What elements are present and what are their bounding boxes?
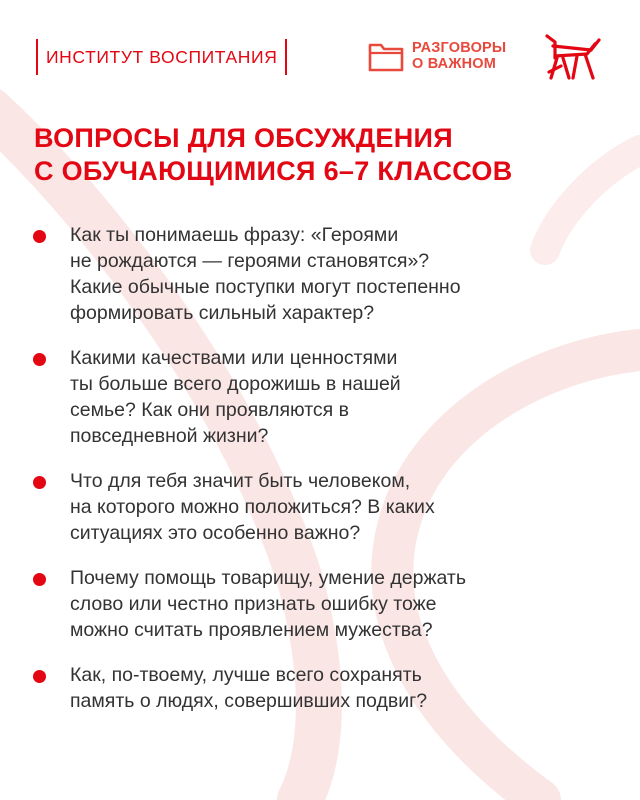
question-line: Почему помощь товарищу, умение держать [70,567,467,589]
question-line: слово или честно признать ошибку тоже [70,593,437,615]
question-line: Что для тебя значит быть человеком, [70,470,411,492]
folder-icon [368,40,404,72]
bullet-dot [33,230,46,243]
question-line: Какими качествами или ценностями [70,347,398,369]
horse-icon [543,32,603,82]
page-title [34,122,513,188]
question-line: семье? Как они проявляются в [70,399,349,421]
list-item [32,468,612,546]
list-item [32,222,612,326]
question-line: на которого можно положиться? В каких [70,496,435,518]
question-text [70,662,612,714]
bullet-dot [33,353,46,366]
institute-label: ИНСТИТУТ ВОСПИТАНИЯ [46,46,278,67]
title-line-1: ВОПРОСЫ ДЛЯ ОБСУЖДЕНИЯ [34,123,453,153]
question-text [70,345,612,449]
question-line: формировать сильный характер? [70,302,375,324]
bullet-dot [33,476,46,489]
institute-right-bar [285,39,287,75]
bullet-dot [33,573,46,586]
bullet-dot [33,670,46,683]
institute-logo [36,40,287,74]
question-line: повседневной жизни? [70,425,269,447]
question-text [70,222,612,326]
list-item [32,345,612,449]
list-item [32,662,612,714]
question-text [70,565,612,643]
project-logo-line1: РАЗГОВОРЫ [412,40,507,56]
question-line: Как ты понимаешь фразу: «Героями [70,224,399,246]
project-logo-line2: О ВАЖНОМ [412,56,497,72]
question-line: ситуациях это особенно важно? [70,522,361,544]
title-line-2: С ОБУЧАЮЩИМИСЯ 6–7 КЛАССОВ [34,156,513,186]
question-line: Какие обычные поступки могут постепенно [70,276,461,298]
question-line: можно считать проявлением мужества? [70,619,433,641]
question-line: ты больше всего дорожишь в нашей [70,373,401,395]
project-logo-text [412,40,506,72]
header [0,0,640,110]
question-line: память о людях, совершивших подвиг? [70,690,428,712]
question-text [70,468,612,546]
project-logo [368,40,506,72]
question-line: Как, по-твоему, лучше всего сохранять [70,664,422,686]
list-item [32,565,612,643]
questions-list [32,222,612,733]
question-line: не рождаются — героями становятся»? [70,250,430,272]
